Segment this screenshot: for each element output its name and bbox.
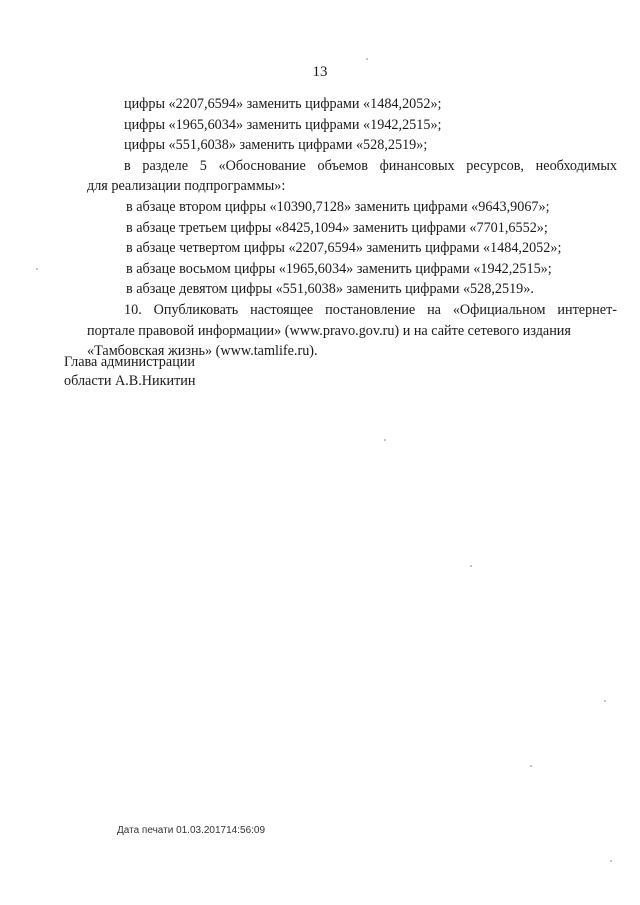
- signature-block: [64, 353, 195, 391]
- body-line: в абзаце третьем цифры «8425,1094» заменить цифрами «7701,6552»;: [126, 219, 548, 236]
- body-line: для реализации подпрограммы»:: [87, 178, 286, 195]
- body-line: портале правовой информации» (www.pravo.gov.ru) и на сайте сетевого издания: [87, 322, 571, 339]
- body-line: цифры «2207,6594» заменить цифрами «1484,2052»;: [124, 96, 442, 112]
- signature-title: Глава администрации: [64, 354, 195, 370]
- scan-speck: [470, 565, 472, 567]
- body-line: в абзаце четвертом цифры «2207,6594» заменить цифрами «1484,2052»;: [126, 240, 562, 257]
- page-number: 13: [312, 64, 328, 80]
- scan-speck: [530, 765, 532, 767]
- print-date: Дата печати 01.03.201714:56:09: [117, 825, 266, 836]
- scan-speck: [384, 439, 386, 441]
- body-line: «Тамбовская жизнь» (www.tamlife.ru).: [87, 343, 318, 360]
- body-line: цифры «551,6038» заменить цифрами «528,2519»;: [124, 137, 428, 154]
- scan-speck: [36, 268, 38, 270]
- scan-speck: [610, 860, 612, 862]
- body-line: в абзаце восьмом цифры «1965,6034» заменить цифрами «1942,2515»;: [126, 260, 552, 277]
- body-line: 10. Опубликовать настоящее постановление на «Официальном интернет-: [124, 301, 617, 318]
- body-line: цифры «1965,6034» заменить цифрами «1942,2515»;: [124, 116, 442, 133]
- body-line: в разделе 5 «Обоснование объемов финансовых ресурсов, необходимых: [124, 157, 617, 174]
- body-line: в абзаце девятом цифры «551,6038» заменить цифрами «528,2519».: [126, 281, 534, 298]
- signature-name: области А.В.Никитин: [64, 373, 196, 389]
- document-body: [87, 94, 617, 362]
- scan-speck: [366, 58, 368, 60]
- scan-speck: [604, 700, 606, 702]
- body-line: в абзаце втором цифры «10390,7128» заменить цифрами «9643,9067»;: [126, 198, 550, 215]
